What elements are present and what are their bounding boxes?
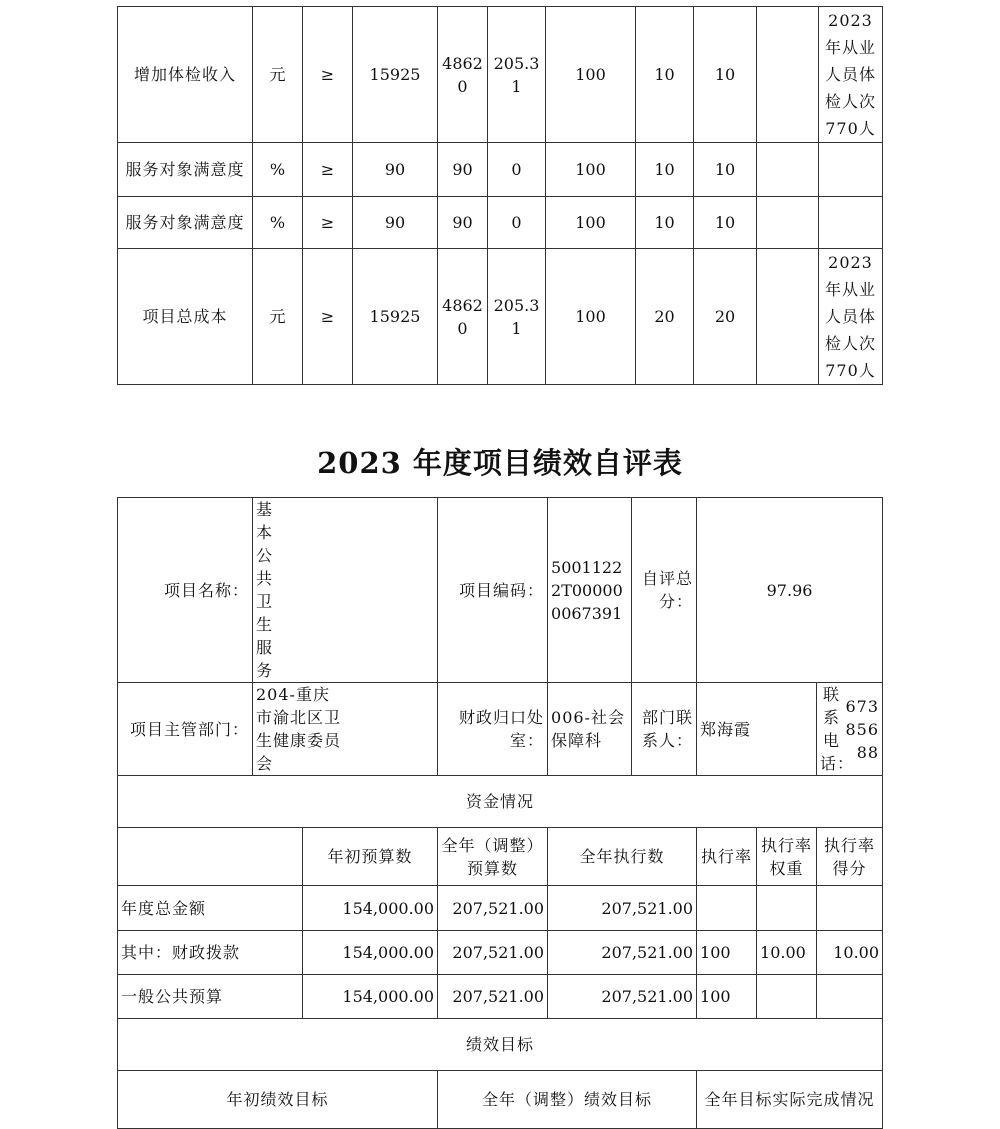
dept-cell	[253, 683, 438, 776]
funds-row-label: 一般公共预算	[118, 975, 303, 1019]
indicator-note: 2023年从业人员体检人次770人	[819, 249, 883, 385]
funds-budget: 154,000.00	[303, 931, 438, 975]
finance-value: 006-社会保障科	[548, 683, 632, 776]
indicator-value: 100	[546, 7, 636, 143]
perf-header: 绩效目标	[118, 1019, 883, 1071]
indicator-value	[757, 143, 819, 197]
indicator-unit: 元	[253, 249, 303, 385]
indicator-table	[117, 6, 883, 385]
indicator-value: 90	[353, 197, 438, 249]
project-name	[253, 498, 438, 683]
funds-executed: 207,521.00	[548, 931, 697, 975]
indicator-value: 0	[488, 143, 546, 197]
indicator-operator: ≥	[303, 143, 353, 197]
indicator-row	[118, 249, 883, 385]
col-score: 执行率得分	[817, 828, 883, 886]
project-code: 50011222T000000067391	[548, 498, 632, 683]
funds-row	[118, 975, 883, 1019]
indicator-value: 10	[694, 197, 757, 249]
funds-executed: 207,521.00	[548, 975, 697, 1019]
funds-budget: 154,000.00	[303, 975, 438, 1019]
indicator-value: 10	[694, 143, 757, 197]
funds-weight	[757, 975, 817, 1019]
indicator-value: 90	[438, 143, 488, 197]
dept-value: 204-重庆市渝北区卫生健康委员会	[256, 685, 342, 773]
indicator-value: 10	[694, 7, 757, 143]
perf-initial: 年初绩效目标	[118, 1071, 438, 1129]
project-name-value: 基本公共卫生服务	[256, 500, 274, 680]
indicator-value: 20	[636, 249, 694, 385]
funds-empty-cell	[118, 828, 303, 886]
funds-weight	[757, 886, 817, 931]
indicator-operator: ≥	[303, 197, 353, 249]
col-weight: 执行率权重	[757, 828, 817, 886]
phone-label: 联系电话：	[820, 685, 855, 773]
funds-row	[118, 886, 883, 931]
funds-score: 10.00	[817, 931, 883, 975]
indicator-value: 10	[636, 7, 694, 143]
phone-wrap	[820, 683, 879, 775]
col-budget: 年初预算数	[303, 828, 438, 886]
project-name-label: 项目名称：	[118, 498, 253, 683]
funds-score	[817, 975, 883, 1019]
evaluation-form	[117, 497, 883, 1129]
indicator-value	[757, 7, 819, 143]
funds-row-label: 其中：财政拨款	[118, 931, 303, 975]
indicator-value: 205.31	[488, 7, 546, 143]
indicator-value: 20	[694, 249, 757, 385]
funds-rate: 100	[697, 931, 757, 975]
indicator-name: 服务对象满意度	[118, 197, 253, 249]
col-rate: 执行率	[697, 828, 757, 886]
page-title: 2023 年度项目绩效自评表	[317, 446, 683, 480]
funds-header: 资金情况	[118, 776, 883, 828]
score-label: 自评总分：	[632, 498, 697, 683]
indicator-name: 项目总成本	[118, 249, 253, 385]
indicator-value: 100	[546, 143, 636, 197]
indicator-unit: %	[253, 143, 303, 197]
indicator-name: 增加体检收入	[118, 7, 253, 143]
finance-label: 财政归口处室：	[438, 683, 548, 776]
funds-rate: 100	[697, 975, 757, 1019]
indicator-unit: 元	[253, 7, 303, 143]
phone-value: 67385688	[845, 696, 880, 762]
indicator-value: 0	[488, 197, 546, 249]
indicator-unit: %	[253, 197, 303, 249]
indicator-value: 90	[438, 197, 488, 249]
indicator-note	[819, 197, 883, 249]
funds-row	[118, 931, 883, 975]
contact-value: 郑海霞	[697, 683, 817, 776]
indicator-name: 服务对象满意度	[118, 143, 253, 197]
funds-weight: 10.00	[757, 931, 817, 975]
indicator-value	[757, 249, 819, 385]
indicator-value: 48620	[438, 7, 488, 143]
indicator-note	[819, 143, 883, 197]
indicator-operator: ≥	[303, 7, 353, 143]
indicator-operator: ≥	[303, 249, 353, 385]
indicator-row	[118, 197, 883, 249]
col-executed: 全年执行数	[548, 828, 697, 886]
perf-adjusted: 全年（调整）绩效目标	[438, 1071, 697, 1129]
funds-adjusted: 207,521.00	[438, 975, 548, 1019]
funds-adjusted: 207,521.00	[438, 886, 548, 931]
funds-budget: 154,000.00	[303, 886, 438, 931]
indicator-value: 90	[353, 143, 438, 197]
funds-adjusted: 207,521.00	[438, 931, 548, 975]
indicator-row	[118, 7, 883, 143]
indicator-value	[757, 197, 819, 249]
funds-executed: 207,521.00	[548, 886, 697, 931]
indicator-value: 205.31	[488, 249, 546, 385]
score-value: 97.96	[697, 498, 883, 683]
indicator-row	[118, 143, 883, 197]
dept-label: 项目主管部门：	[118, 683, 253, 776]
perf-actual: 全年目标实际完成情况	[697, 1071, 883, 1129]
indicator-value: 10	[636, 197, 694, 249]
indicator-note: 2023年从业人员体检人次770人	[819, 7, 883, 143]
indicator-value: 48620	[438, 249, 488, 385]
indicator-value: 100	[546, 197, 636, 249]
phone-label-cell	[817, 683, 883, 776]
contact-label: 部门联系人：	[632, 683, 697, 776]
funds-row-label: 年度总金额	[118, 886, 303, 931]
funds-score	[817, 886, 883, 931]
indicator-value: 15925	[353, 7, 438, 143]
indicator-value: 100	[546, 249, 636, 385]
indicator-value: 15925	[353, 249, 438, 385]
col-adjusted: 全年（调整）预算数	[438, 828, 548, 886]
project-code-label: 项目编码：	[438, 498, 548, 683]
indicator-value: 10	[636, 143, 694, 197]
funds-rate	[697, 886, 757, 931]
